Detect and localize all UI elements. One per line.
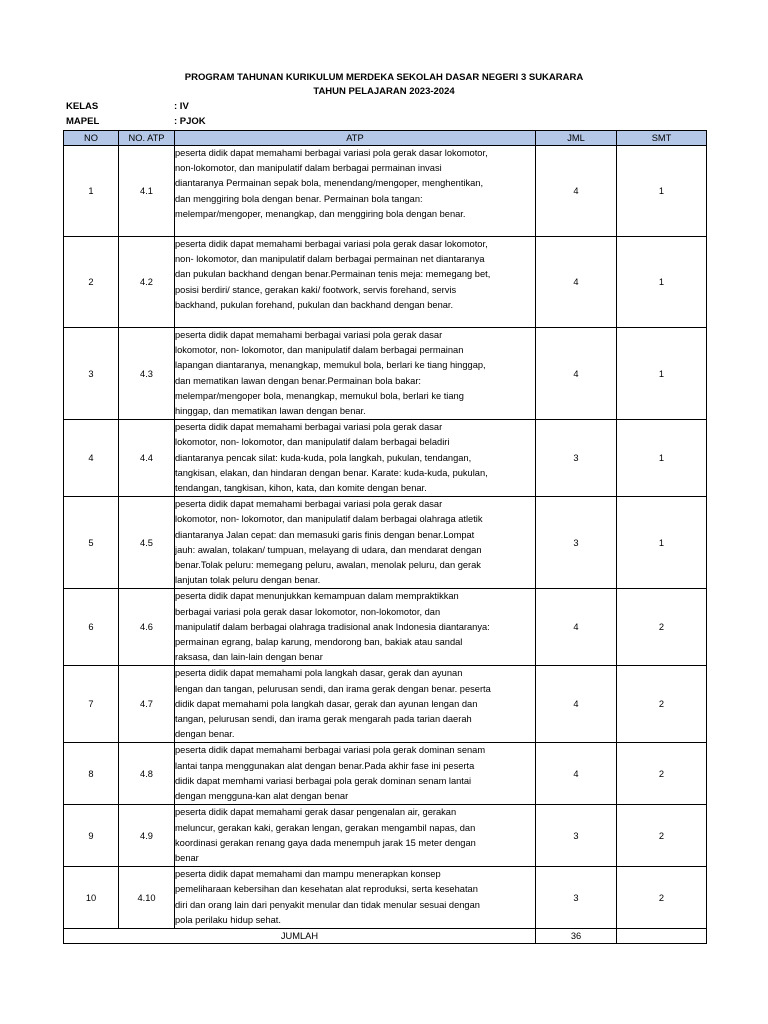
row-atp-description: peserta didik dapat memahami berbagai variasi pola gerak dasar lokomotor, non-lokomotor, dan manipulatif dalam berbagai permainan invasi diantaranya Permainan sepak bola, menendang/mengoper, menghentikan, dan menggiring bola dengan benar. Permainan bola tangan: melempar/mengoper, menangkap, dan menggiring bola dengan benar. (175, 146, 536, 237)
table-row (64, 805, 707, 867)
row-jml: 3 (536, 867, 617, 929)
row-no: 2 (64, 237, 119, 328)
kelas-label: KELAS (66, 101, 99, 112)
total-value: 36 (536, 928, 617, 943)
row-atp-description: peserta didik dapat memahami gerak dasar pengenalan air, gerakan meluncur, gerakan kaki, gerakan lengan, gerakan mengambil napas, dan koordinasi gerakan renang gaya dada menempuh jarak 15 meter dengan benar (175, 805, 536, 867)
row-smt: 1 (617, 420, 707, 497)
row-smt: 2 (617, 589, 707, 666)
row-jml: 3 (536, 805, 617, 867)
column-header-no: NO (64, 131, 119, 146)
table-row (64, 589, 707, 666)
row-atp-number: 4.7 (119, 666, 175, 743)
row-smt: 2 (617, 743, 707, 805)
row-no: 5 (64, 497, 119, 589)
row-jml: 4 (536, 328, 617, 420)
row-smt: 2 (617, 666, 707, 743)
table-row (64, 666, 707, 743)
row-no: 4 (64, 420, 119, 497)
row-no: 6 (64, 589, 119, 666)
row-atp-number: 4.1 (119, 146, 175, 237)
row-atp-number: 4.5 (119, 497, 175, 589)
column-header-jml: JML (536, 131, 617, 146)
mapel-line (66, 116, 206, 128)
table-row (64, 328, 707, 420)
row-atp-number: 4.9 (119, 805, 175, 867)
document-title: PROGRAM TAHUNAN KURIKULUM MERDEKA SEKOLAH DASAR NEGERI 3 SUKARARA (184, 72, 584, 83)
atp-table (63, 130, 707, 944)
row-atp-number: 4.6 (119, 589, 175, 666)
table-row (64, 146, 707, 237)
total-label: JUMLAH (64, 928, 536, 943)
row-atp-description: peserta didik dapat memahami berbagai variasi pola gerak dasar lokomotor, non- lokomotor, dan manipulatif dalam berbagai olahraga atletik diantaranya Jalan cepat: dan memasuki garis finis dengan benar.Lompat jauh: awalan, tolakan/ tumpuan, melayang di udara, dan mendarat dengan benar.Tolak peluru: memegang peluru, awalan, menolak peluru, dan gerak lanjutan tolak peluru dengan benar. (175, 497, 536, 589)
row-no: 1 (64, 146, 119, 237)
row-atp-number: 4.4 (119, 420, 175, 497)
row-smt: 1 (617, 146, 707, 237)
row-jml: 3 (536, 497, 617, 589)
row-smt: 1 (617, 497, 707, 589)
row-atp-description: peserta didik dapat memahami dan mampu menerapkan konsep pemeliharaan kebersihan dan kesehatan alat reproduksi, serta kesehatan diri dan orang lain dari penyakit menular dan tidak menular sesuai dengan pola perilaku hidup sehat. (175, 867, 536, 929)
row-no: 9 (64, 805, 119, 867)
row-smt: 1 (617, 237, 707, 328)
row-jml: 4 (536, 743, 617, 805)
row-atp-description: peserta didik dapat memahami berbagai variasi pola gerak dasar lokomotor, non- lokomotor, dan manipulatif dalam berbagai beladiri diantaranya pencak silat: kuda-kuda, pola langkah, pukulan, tendangan, tangkisan, elakan, dan hindaran dengan benar. Karate: kuda-kuda, pukulan, tendangan, tangkisan, kihon, kata, dan komite dengan benar. (175, 420, 536, 497)
row-jml: 3 (536, 420, 617, 497)
row-jml: 4 (536, 666, 617, 743)
row-no: 10 (64, 867, 119, 929)
mapel-value: : PJOK (174, 116, 206, 127)
table-row (64, 237, 707, 328)
row-no: 3 (64, 328, 119, 420)
row-smt: 2 (617, 867, 707, 929)
row-smt: 1 (617, 328, 707, 420)
total-empty-cell (617, 928, 707, 943)
row-atp-number: 4.8 (119, 743, 175, 805)
row-atp-description: peserta didik dapat memahami pola langkah dasar, gerak dan ayunan lengan dan tangan, pelurusan sendi, dan irama gerak dengan benar. peserta didik dapat memahami pola langkah dasar, gerak dan ayunan lengan dan tangan, pelurusan sendi, dan irama gerak mengarah pada tarian daerah dengan benar. (175, 666, 536, 743)
column-header-atp: ATP (175, 131, 536, 146)
row-smt: 2 (617, 805, 707, 867)
total-row (64, 928, 707, 943)
table-header-row (64, 131, 707, 146)
document-subtitle: TAHUN PELAJARAN 2023-2024 (313, 86, 455, 97)
row-atp-description: peserta didik dapat memahami berbagai variasi pola gerak dasar lokomotor, non- lokomotor, dan manipulatif dalam berbagai permainan net diantaranya dan pukulan backhand dengan benar.Permainan tenis meja: memegang bet, posisi berdiri/ stance, gerakan kaki/ footwork, servis forehand, servis backhand, pukulan forehand, pukulan dan backhand dengan benar. (175, 237, 536, 328)
table-row (64, 497, 707, 589)
column-header-no-atp: NO. ATP (119, 131, 175, 146)
row-no: 7 (64, 666, 119, 743)
row-jml: 4 (536, 237, 617, 328)
table-row (64, 420, 707, 497)
row-atp-number: 4.3 (119, 328, 175, 420)
row-jml: 4 (536, 589, 617, 666)
row-atp-number: 4.10 (119, 867, 175, 929)
column-header-smt: SMT (617, 131, 707, 146)
kelas-value: : IV (174, 101, 189, 112)
row-atp-description: peserta didik dapat memahami berbagai variasi pola gerak dasar lokomotor, non- lokomotor, dan manipulatif dalam berbagai permainan lapangan diantaranya, menangkap, memukul bola, berlari ke tiang hinggap, dan mematikan lawan dengan benar.Permainan bola bakar: melempar/mengoper bola, menangkap, memukul bola, berlari ke tiang hinggap, dan mematikan lawan dengan benar. (175, 328, 536, 420)
row-no: 8 (64, 743, 119, 805)
kelas-line (66, 101, 189, 113)
row-atp-description: peserta didik dapat menunjukkan kemampuan dalam mempraktikkan berbagai variasi pola gerak dasar lokomotor, non-lokomotor, dan manipulatif dalam berbagai olahraga tradisional anak Indonesia diantaranya: permainan egrang, balap karung, mendorong ban, bakiak atau sandal raksasa, dan lain-lain dengan benar (175, 589, 536, 666)
row-jml: 4 (536, 146, 617, 237)
row-atp-description: peserta didik dapat memahami berbagai variasi pola gerak dominan senam lantai tanpa menggunakan alat dengan benar.Pada akhir fase ini peserta didik dapat memhami variasi berbagai pola gerak dominan senam lantai dengan mengguna-kan alat dengan benar (175, 743, 536, 805)
row-atp-number: 4.2 (119, 237, 175, 328)
table-row (64, 743, 707, 805)
mapel-label: MAPEL (66, 116, 100, 127)
table-row (64, 867, 707, 929)
